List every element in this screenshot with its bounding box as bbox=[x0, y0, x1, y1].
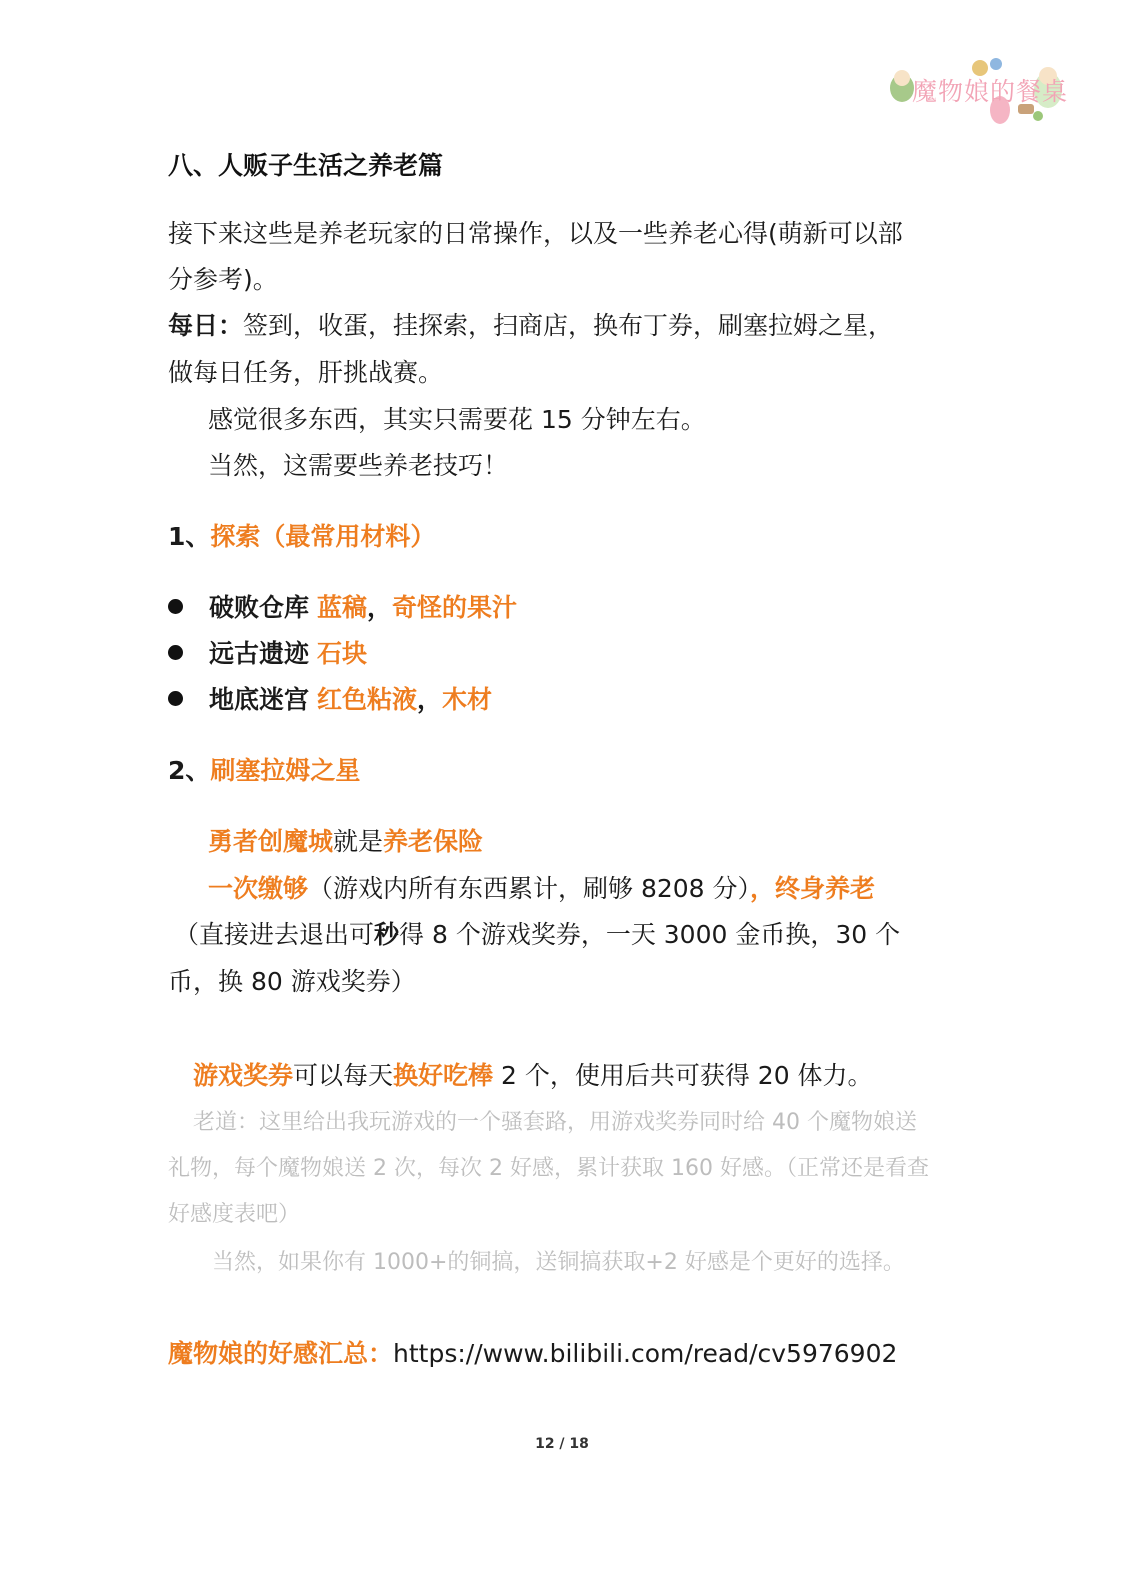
tip-line-4: 当然，如果你有 1000+的铜搞，送铜搞获取+2 好感是个更好的选择。 bbox=[212, 1250, 905, 1275]
subsection-2-heading bbox=[168, 748, 360, 794]
highlight-text: ，终身养老 bbox=[750, 874, 876, 903]
subsection-2-number: 2、 bbox=[168, 756, 211, 785]
tickets-line-1 bbox=[174, 912, 900, 958]
tickets-line-2: 币，换 80 游戏奖券） bbox=[168, 967, 416, 996]
bullet-icon bbox=[168, 691, 183, 706]
favor-summary-label: 魔物娘的好感汇总： bbox=[168, 1339, 394, 1368]
material: 木材 bbox=[442, 685, 493, 714]
separator: ， bbox=[366, 593, 392, 622]
plain-text: 得 8 个游戏奖券，一天 3000 金币换，30 个 bbox=[399, 920, 901, 949]
bullet-icon bbox=[168, 599, 183, 614]
logo-text: 魔物娘的餐桌 bbox=[912, 77, 1069, 106]
subsection-1-heading bbox=[168, 514, 435, 560]
place-name: 破败仓库 bbox=[209, 593, 310, 622]
material: 石块 bbox=[316, 639, 367, 668]
intro-line-1: 接下来这些是养老玩家的日常操作，以及一些养老心得(萌新可以部 bbox=[168, 219, 903, 248]
material: 红色粘液 bbox=[316, 685, 417, 714]
subsection-1-title: 探索（最常用材料） bbox=[210, 522, 436, 551]
plain-text: （游戏内所有东西累计，刷够 8208 分） bbox=[308, 874, 751, 903]
highlight-text: 养老保险 bbox=[383, 827, 484, 856]
material: 奇怪的果汁 bbox=[392, 593, 518, 622]
subsection-1-number: 1、 bbox=[168, 522, 211, 551]
daily-text: 签到，收蛋，挂探索，扫商店，换布丁券，刷塞拉姆之星， bbox=[243, 311, 894, 340]
place-name: 地底迷宫 bbox=[209, 685, 310, 714]
daily-line-2: 做每日任务，肝挑战赛。 bbox=[168, 358, 444, 387]
pay-once-line bbox=[208, 866, 875, 912]
list-item bbox=[168, 631, 367, 677]
exchange-line bbox=[193, 1053, 873, 1099]
highlight-text: 换好吃棒 bbox=[393, 1061, 494, 1090]
daily-label: 每日： bbox=[168, 311, 244, 340]
daily-note-2: 当然，这需要些养老技巧！ bbox=[208, 451, 509, 480]
material: 蓝稿 bbox=[316, 593, 367, 622]
favor-summary-link[interactable]: https://www.bilibili.com/read/cv5976902 bbox=[393, 1339, 898, 1368]
plain-text: 就是 bbox=[333, 827, 384, 856]
list-item bbox=[168, 677, 492, 723]
daily-paragraph bbox=[168, 303, 893, 349]
plain-text: 2 个，使用后共可获得 20 体力。 bbox=[493, 1061, 873, 1090]
list-item bbox=[168, 585, 517, 631]
place-name: 远古遗迹 bbox=[209, 639, 310, 668]
highlight-text: 一次缴够 bbox=[208, 874, 309, 903]
intro-line-2: 分参考)。 bbox=[168, 265, 278, 294]
tip-line-1: 老道：这里给出我玩游戏的一个骚套路，用游戏奖券同时给 40 个魔物娘送 bbox=[193, 1110, 917, 1135]
plain-text: 可以每天 bbox=[293, 1061, 394, 1090]
bullet-icon bbox=[168, 645, 183, 660]
separator: ， bbox=[416, 685, 442, 714]
brand-logo bbox=[888, 54, 1078, 126]
highlight-text: 勇者创魔城 bbox=[208, 827, 334, 856]
page-number: 12 / 18 bbox=[535, 1436, 589, 1452]
section-title: 八、人贩子生活之养老篇 bbox=[168, 151, 444, 180]
daily-note-1: 感觉很多东西，其实只需要花 15 分钟左右。 bbox=[208, 405, 706, 434]
tip-line-2: 礼物，每个魔物娘送 2 次，每次 2 好感，累计获取 160 好感。（正常还是看查 bbox=[168, 1156, 929, 1181]
tip-line-3: 好感度表吧） bbox=[168, 1202, 301, 1227]
bold-text: 秒 bbox=[374, 920, 400, 949]
plain-text: （直接进去退出可 bbox=[174, 920, 375, 949]
favor-summary-line bbox=[168, 1331, 897, 1377]
insurance-line bbox=[208, 819, 483, 865]
subsection-2-title: 刷塞拉姆之星 bbox=[210, 756, 361, 785]
highlight-text: 游戏奖券 bbox=[193, 1061, 294, 1090]
